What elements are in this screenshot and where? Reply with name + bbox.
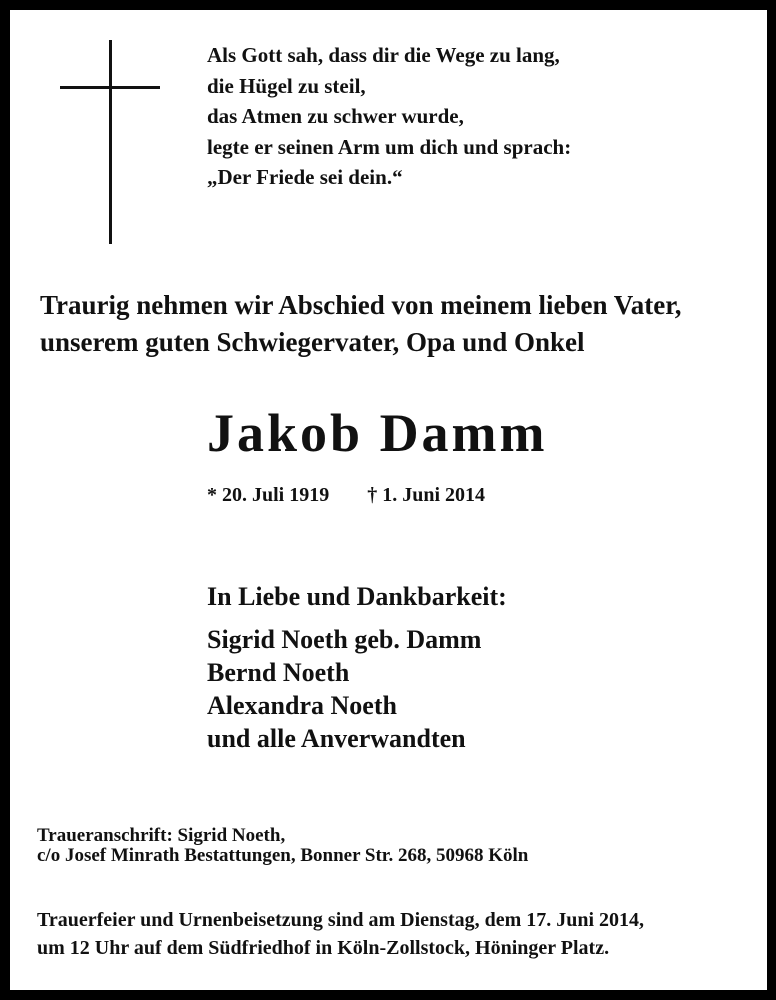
mourners-block	[207, 580, 507, 755]
life-dates	[207, 484, 485, 507]
mourner-name: Alexandra Noeth	[207, 691, 397, 720]
poem	[207, 40, 571, 193]
address-line: Traueranschrift: Sigrid Noeth,	[37, 825, 286, 846]
mourner-name: und alle Anverwandten	[207, 724, 466, 753]
service-line: um 12 Uhr auf dem Südfriedhof in Köln-Zollstock, Höninger Platz.	[37, 937, 610, 959]
mourners-heading: In Liebe und Dankbarkeit:	[207, 582, 507, 611]
poem-line: „Der Friede sei dein.“	[207, 165, 403, 189]
farewell-intro	[40, 287, 682, 361]
poem-line: legte er seinen Arm um dich und sprach:	[207, 134, 572, 159]
mourning-address	[37, 826, 528, 866]
cross-vertical-bar	[109, 40, 112, 244]
intro-line: unserem guten Schwiegervater, Opa und Onkel	[40, 327, 585, 357]
birth-date: * 20. Juli 1919	[207, 484, 330, 506]
intro-line: Traurig nehmen wir Abschied von meinem lieben Vater,	[40, 290, 682, 320]
poem-line: das Atmen zu schwer wurde,	[207, 104, 464, 128]
address-line: c/o Josef Minrath Bestattungen, Bonner Str. 268, 50968 Köln	[37, 845, 529, 866]
deceased-name: Jakob Damm	[207, 403, 548, 463]
mourner-name: Sigrid Noeth geb. Damm	[207, 625, 482, 654]
service-info	[37, 906, 644, 962]
cross-horizontal-bar	[60, 86, 160, 89]
death-date: † 1. Juni 2014	[367, 484, 486, 506]
poem-line: Als Gott sah, dass dir die Wege zu lang,	[207, 43, 560, 67]
service-line: Trauerfeier und Urnenbeisetzung sind am Dienstag, dem 17. Juni 2014,	[37, 909, 645, 931]
mourner-name: Bernd Noeth	[207, 658, 350, 687]
cross-icon	[60, 40, 160, 244]
poem-line: die Hügel zu steil,	[207, 73, 366, 98]
